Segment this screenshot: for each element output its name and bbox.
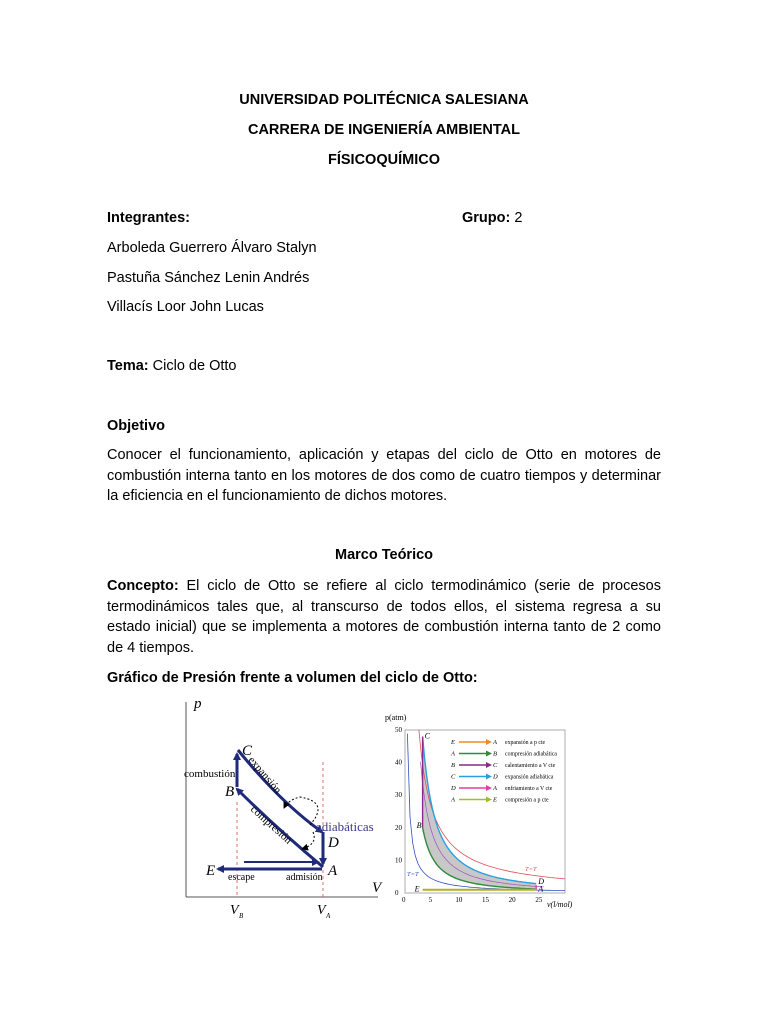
y-tick-label: 10: [395, 856, 402, 865]
x-tick-label: 15: [482, 896, 489, 904]
point-a-label: A: [328, 863, 338, 879]
legend-text: expansión adiabática: [505, 774, 554, 781]
topic-field: [107, 356, 237, 376]
objective-text: Conocer el funcionamiento, aplicación y etapas del ciclo de Otto en motores de combustión interna tanto en los motores de dos como de cuatro tiempos y determinar la eficiencia en el funcionamiento de dichos motores.: [107, 447, 661, 504]
intake-label: admisión: [286, 872, 323, 883]
legend-from: A: [451, 796, 455, 804]
group-value: 2: [514, 210, 523, 226]
group-field: [462, 208, 522, 228]
combustion-label: combustión: [184, 768, 236, 780]
x-tick-label: 20: [508, 896, 516, 904]
legend-to: A: [493, 785, 497, 792]
legend-text: calentamiento a V cte: [505, 763, 556, 769]
legend-to: A: [493, 739, 497, 746]
point-label: B: [416, 820, 422, 830]
legend-swatch-arrow: [486, 785, 492, 791]
point-label: A: [538, 884, 544, 894]
y-tick-label: 0: [395, 889, 399, 897]
member-name: Pastuña Sánchez Lenin Andrés: [107, 270, 310, 286]
legend-text: enfriamiento a V cte: [505, 786, 553, 792]
legend-swatch-arrow: [486, 762, 492, 768]
point-c-label: C: [242, 743, 253, 759]
objective-heading: Objetivo: [107, 418, 166, 434]
graph-heading: Gráfico de Presión frente a volumen del ciclo de Otto:: [107, 670, 478, 686]
legend-to: D: [493, 773, 498, 781]
y-tick-label: 30: [395, 791, 402, 800]
x-tick-label: 25: [535, 896, 543, 904]
adiabatic-pointer-top: [284, 797, 318, 825]
subject-title: FÍSICOQUÍMICO: [328, 152, 440, 168]
compression-label: compresión: [247, 803, 295, 847]
isotherm-high-label: T=T: [525, 866, 537, 873]
member-name: Arboleda Guerrero Álvaro Stalyn: [107, 240, 317, 256]
pv-chart: [385, 708, 585, 916]
va-subscript: A: [326, 912, 331, 920]
members-label: Integrantes:: [107, 210, 190, 226]
legend-from: A: [451, 750, 455, 758]
topic-value: Ciclo de Otto: [152, 358, 237, 374]
legend-swatch-arrow: [486, 797, 492, 803]
career-title: CARRERA DE INGENIERÍA AMBIENTAL: [247, 122, 520, 138]
vb-label: V: [230, 903, 239, 918]
x-axis-label: v(l/mol): [547, 900, 573, 909]
vb-subscript: B: [239, 912, 244, 920]
group-label: Grupo:: [462, 210, 511, 226]
adiabatic-label: adiabáticas: [316, 819, 374, 834]
legend-text: expansión a p cte: [505, 740, 546, 746]
legend-from: D: [451, 785, 456, 792]
concept-paragraph: [107, 576, 661, 658]
point-label: C: [424, 731, 430, 741]
adiabatic-pointer-bottom: [302, 832, 314, 849]
theory-heading: Marco Teórico: [334, 547, 434, 563]
point-label: E: [414, 884, 420, 894]
p-axis-label: p: [194, 696, 202, 712]
va-label: V: [317, 903, 326, 918]
x-tick-label: 5: [428, 896, 433, 904]
legend-from: B: [451, 762, 455, 769]
legend-swatch-arrow: [486, 739, 492, 745]
isotherm-low-label: T=T: [407, 871, 419, 878]
point-label: D: [538, 877, 544, 887]
legend-swatch-arrow: [486, 751, 492, 757]
point-d-label: D: [328, 835, 339, 851]
x-tick-label: 10: [455, 896, 463, 904]
legend-text: compresión a p cte: [505, 797, 549, 804]
expansion-label: expansión: [245, 754, 284, 797]
topic-label: Tema:: [107, 358, 149, 374]
legend-swatch-arrow: [486, 774, 492, 780]
university-title: UNIVERSIDAD POLITÉCNICA SALESIANA: [239, 92, 529, 108]
member-name: Villacís Loor John Lucas: [107, 299, 264, 315]
concept-text: El ciclo de Otto se refiere al ciclo termodinámico (serie de procesos termodinámicos tales que, al transcurso de todos ellos, el sistema regresa a su estado inicial) que se implementa a motores de combustión interna tanto de 2 como de 4 tiempos.: [107, 578, 662, 656]
legend-from: C: [451, 773, 456, 781]
legend-to: E: [493, 796, 497, 804]
legend-from: E: [451, 739, 455, 746]
point-b-label: B: [225, 784, 235, 800]
legend-to: B: [493, 750, 497, 758]
legend-text: compresión adiabática: [505, 751, 557, 758]
point-e-label: E: [206, 863, 216, 879]
y-axis-label: p(atm): [385, 713, 407, 722]
y-tick-label: 20: [395, 823, 402, 832]
y-tick-label: 40: [395, 758, 402, 767]
v-axis-label: V: [372, 880, 382, 896]
concept-label: Concepto:: [107, 578, 179, 594]
legend-to: C: [493, 762, 498, 769]
exhaust-label: escape: [228, 872, 255, 883]
y-tick-label: 50: [395, 726, 402, 734]
x-tick-label: 0: [402, 896, 406, 904]
otto-cycle-diagram: [170, 692, 385, 924]
cycle-area: [423, 737, 537, 890]
